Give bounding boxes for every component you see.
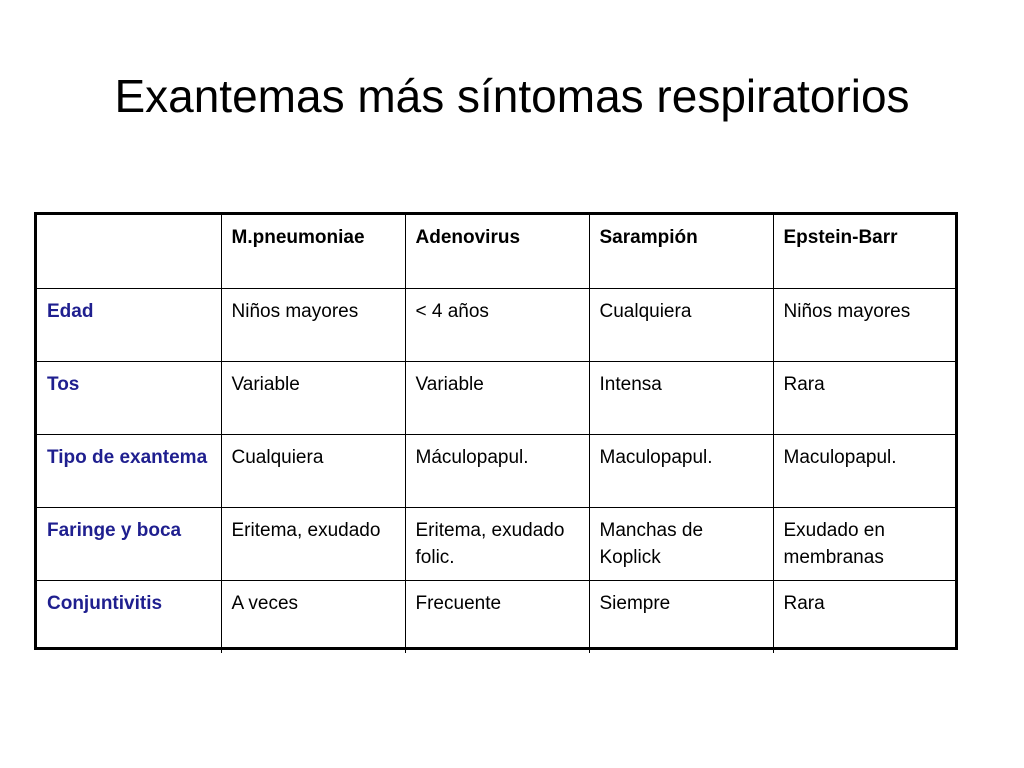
table-row bbox=[37, 580, 955, 653]
table-row bbox=[37, 361, 955, 434]
table-cell: Máculopapul. bbox=[405, 434, 589, 507]
table-row bbox=[37, 288, 955, 361]
table-cell: Eritema, exudado folic. bbox=[405, 507, 589, 580]
slide-title: Exantemas más síntomas respiratorios bbox=[114, 70, 910, 122]
table-header-row bbox=[37, 215, 955, 288]
table-cell: Intensa bbox=[589, 361, 773, 434]
table-cell: Maculopapul. bbox=[589, 434, 773, 507]
comparison-table-grid bbox=[37, 215, 955, 653]
column-header-epstein-barr: Epstein-Barr bbox=[773, 215, 955, 288]
table-cell: Variable bbox=[405, 361, 589, 434]
row-label-faringe-y-boca: Faringe y boca bbox=[37, 507, 221, 580]
table-cell: Maculopapul. bbox=[773, 434, 955, 507]
row-label-tos: Tos bbox=[37, 361, 221, 434]
table-cell: Frecuente bbox=[405, 580, 589, 653]
column-header-sarampion: Sarampión bbox=[589, 215, 773, 288]
table-cell: Variable bbox=[221, 361, 405, 434]
table-row bbox=[37, 507, 955, 580]
row-label-edad: Edad bbox=[37, 288, 221, 361]
table-cell: Manchas de Koplick bbox=[589, 507, 773, 580]
table-cell: Siempre bbox=[589, 580, 773, 653]
row-label-tipo-de-exantema: Tipo de exantema bbox=[37, 434, 221, 507]
table-cell: Niños mayores bbox=[773, 288, 955, 361]
table-cell: A veces bbox=[221, 580, 405, 653]
table-cell: Rara bbox=[773, 361, 955, 434]
column-header-mpneumoniae: M.pneumoniae bbox=[221, 215, 405, 288]
table-cell: Niños mayores bbox=[221, 288, 405, 361]
row-label-conjuntivitis: Conjuntivitis bbox=[37, 580, 221, 653]
table-row bbox=[37, 434, 955, 507]
comparison-table bbox=[34, 212, 958, 650]
table-cell: Cualquiera bbox=[221, 434, 405, 507]
table-cell: Eritema, exudado bbox=[221, 507, 405, 580]
column-header-adenovirus: Adenovirus bbox=[405, 215, 589, 288]
table-cell: Cualquiera bbox=[589, 288, 773, 361]
table-cell: < 4 años bbox=[405, 288, 589, 361]
table-cell: Rara bbox=[773, 580, 955, 653]
table-corner-cell bbox=[37, 215, 221, 288]
table-cell: Exudado en membranas bbox=[773, 507, 955, 580]
